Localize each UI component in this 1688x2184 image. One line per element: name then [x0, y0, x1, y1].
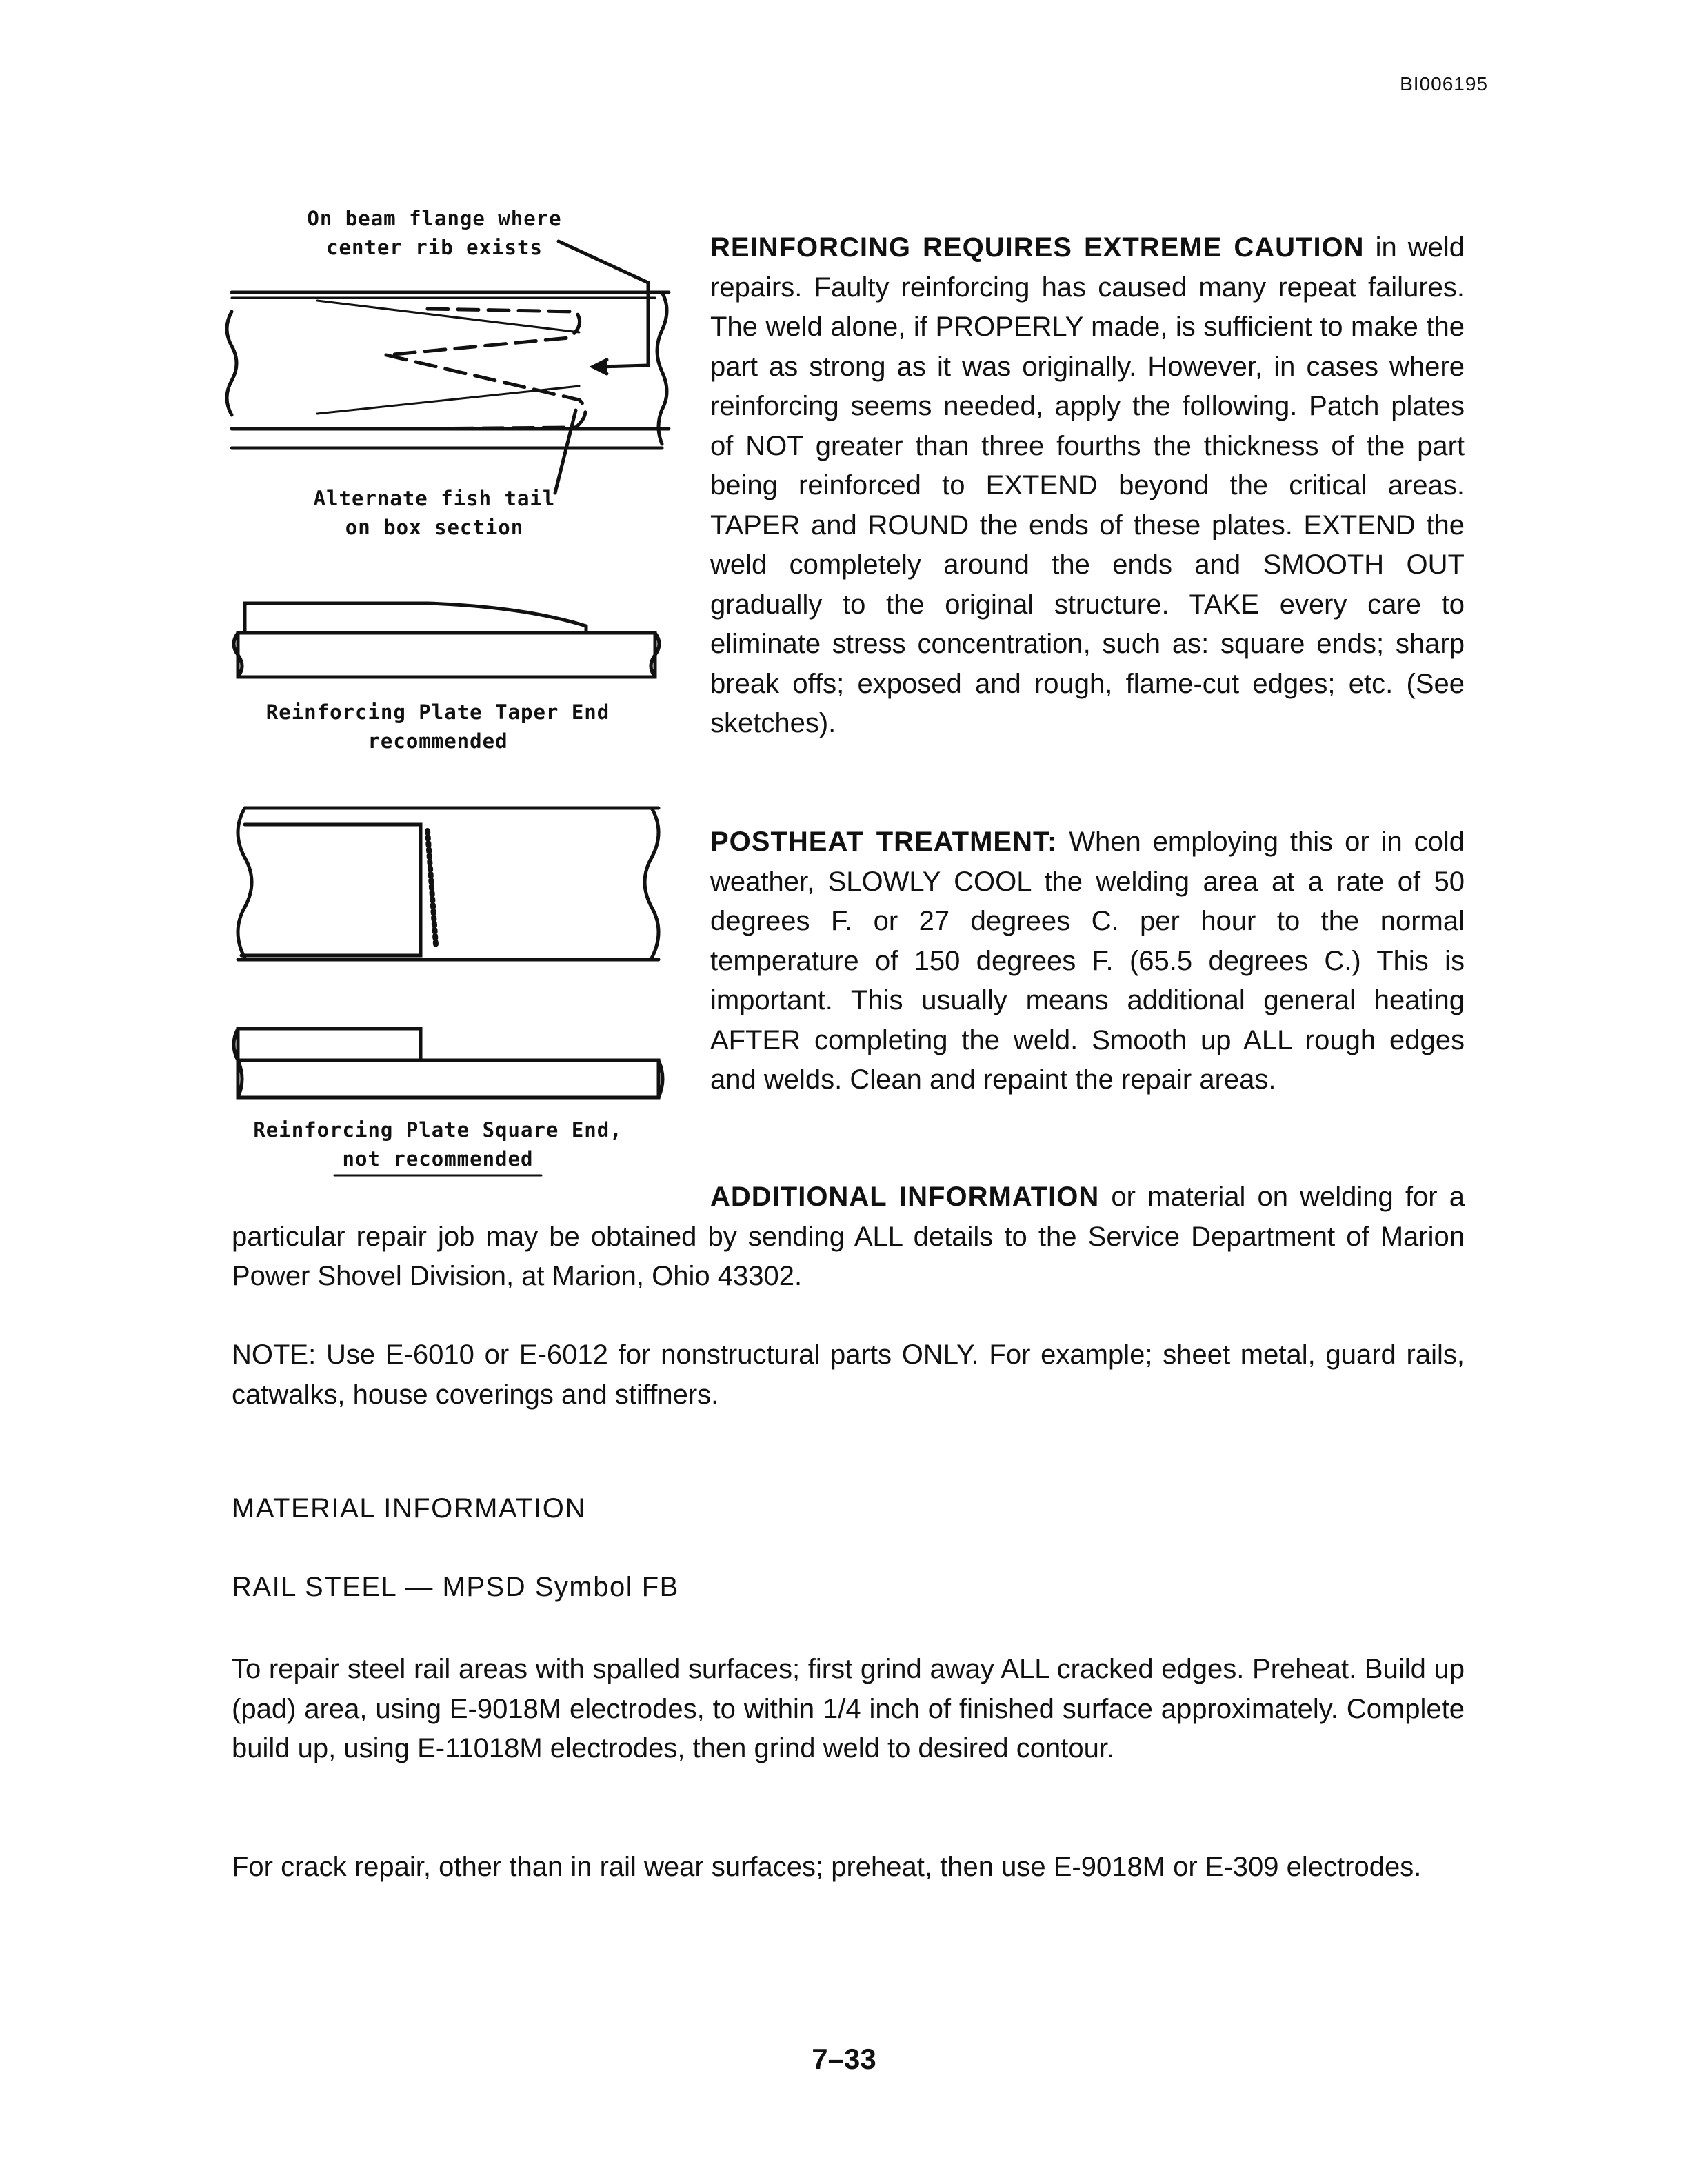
figure-3-square-end-sketch — [234, 1029, 663, 1098]
rail-steel-paragraph-2: For crack repair, other than in rail wear surfaces; preheat, then use E-9018M or E-309 electrodes. — [232, 1852, 1422, 1882]
reinforcing-text: in weld repairs. Faulty reinforcing has caused many repeat failures. The weld alone, if PROPERLY made, is sufficient to make the part as strong as it was originally. However, in cases where reinforcing seems needed, apply the following. Patch plates of NOT greater than three fourths the thickness of the part being reinforced to EXTEND beyond the critical areas. TAPER and ROUND the ends of these plates. EXTEND the weld completely around the ends and SMOOTH OUT gradually to the original structure. TAKE every care to eliminate stress concentration, such as: square ends; sharp break offs; exposed and rough, flame-cut edges; etc. (See sketches). — [710, 232, 1465, 738]
figure-2-caption — [238, 698, 638, 756]
figure-3-caption-line: not recommended — [342, 1147, 534, 1171]
figure-3-caption-line: Reinforcing Plate Square End, — [253, 1118, 623, 1142]
figure-1-caption-line: On beam flange where — [307, 207, 562, 230]
document-id: BI006195 — [1400, 73, 1488, 94]
figure-2-taper-end-sketch — [234, 603, 659, 677]
postheat-lead: POSTHEAT TREATMENT: — [710, 827, 1058, 857]
figure-3-box-square-sketch — [238, 808, 659, 960]
rail-steel-paragraph-1: To repair steel rail areas with spalled surfaces; first grind away ALL cracked edges. Preheat. Build up (pad) area, using E-9018M electrodes, to within 1/4 inch of finished surface approximately. Complete build up, using E-11018M electrodes, then grind weld to desired contour. — [232, 1654, 1465, 1763]
note-paragraph: NOTE: Use E-6010 or E-6012 for nonstructural parts ONLY. For example; sheet metal, guard rails, catwalks, house coverings and stiffners. — [232, 1339, 1465, 1410]
additional-info-text: or material on welding for a particular repair job may be obtained by sending ALL details to the Service Department of Marion Power Shovel Division, at Marion, Ohio 43302. — [232, 1182, 1465, 1291]
material-info-heading: MATERIAL INFORMATION — [232, 1493, 586, 1524]
figure-1-bottom-caption — [307, 484, 562, 542]
postheat-text: When employing this or in cold weather, SLOWLY COOL the welding area at a rate of 50 degrees F. or 27 degrees C. per hour to the normal temperature of 150 degrees F. (65.5 degrees C.) This is important. This usually means additional general heating AFTER completing the weld. Smooth up ALL rough edges and welds. Clean and repaint the repair areas. — [710, 827, 1465, 1095]
postheat-paragraph — [710, 822, 1465, 1100]
reinforcing-paragraph — [710, 228, 1465, 744]
rail-steel-heading: RAIL STEEL — MPSD Symbol FB — [232, 1572, 679, 1602]
reinforcing-lead: REINFORCING REQUIRES EXTREME CAUTION — [710, 232, 1365, 263]
figure-1-caption-line: center rib exists — [326, 236, 543, 259]
additional-info-paragraph — [232, 1177, 1465, 1297]
figure-3-caption — [238, 1115, 638, 1173]
page-number: 7–33 — [812, 2043, 876, 2075]
figure-1-caption-line: on box section — [345, 516, 524, 539]
figure-1-fish-tail-sketch — [227, 241, 669, 493]
figure-2-caption-line: Reinforcing Plate Taper End — [265, 700, 610, 724]
figure-1-caption-line: Alternate fish tail — [313, 487, 556, 510]
additional-info-lead: ADDITIONAL INFORMATION — [710, 1182, 1100, 1212]
figure-2-caption-line: recommended — [368, 729, 508, 753]
